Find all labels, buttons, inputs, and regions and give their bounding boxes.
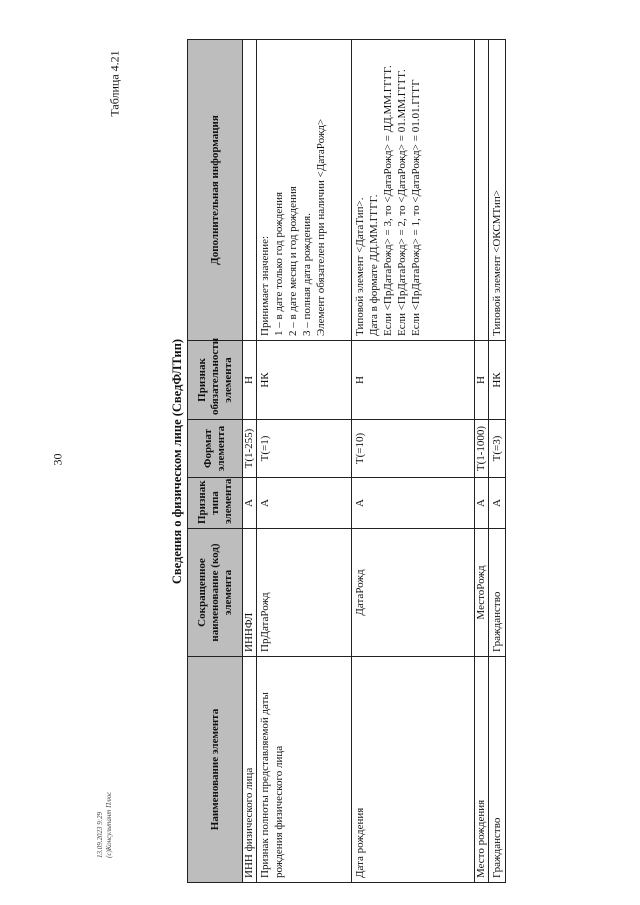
cell-info [475, 40, 489, 341]
table-row [475, 40, 489, 883]
info-line: 3 – полная дата рождения. [301, 213, 313, 336]
cell-code: ПрДатаРожд [257, 529, 352, 657]
cell-type: А [257, 478, 352, 529]
cell-format: Т(1-255) [243, 420, 257, 478]
watermark [96, 792, 114, 858]
cell-required: Н [352, 341, 475, 420]
info-line: 2 – в дате месяц и год рождения [287, 186, 299, 336]
info-line: Если <ПрДатаРожд> = 2, то <ДатаРожд> = 01.ММ.ГГГГ. [396, 69, 408, 336]
cell-format: Т(=10) [352, 420, 475, 478]
header-code: Сокращенное наименование (код) элемента [188, 529, 243, 657]
info-line: Если <ПрДатаРожд> = 1, то <ДатаРожд> = 01.01.ГГГГ [410, 79, 422, 336]
info-line: Типовой элемент <ДатаТип>. [354, 197, 366, 336]
table-row [243, 40, 257, 883]
info-line: Элемент обязателен при наличии <ДатаРожд> [315, 118, 327, 336]
cell-info [243, 40, 257, 341]
cell-info [257, 40, 352, 341]
table-caption: Сведения о физическом лице (СведФЛТип) [170, 338, 184, 585]
cell-code: ИННФЛ [243, 529, 257, 657]
watermark-date: 13.09.2023 9:29 [96, 811, 104, 858]
rotated-table-frame [168, 40, 503, 883]
table-row [257, 40, 352, 883]
table-row [352, 40, 475, 883]
cell-required: Н [475, 341, 489, 420]
cell-name: Признак полноты представляемой даты рождения физического лица [257, 657, 352, 883]
cell-type: А [352, 478, 475, 529]
header-required: Признак обязательности элемента [188, 341, 243, 420]
cell-required: Н [243, 341, 257, 420]
cell-type: А [243, 478, 257, 529]
cell-info [352, 40, 475, 341]
table-row [489, 40, 506, 883]
cell-code: ДатаРожд [352, 529, 475, 657]
element-table [187, 39, 506, 883]
cell-code: МестоРожд [475, 529, 489, 657]
cell-info: Типовой элемент <ОКСМТип> [489, 40, 506, 341]
info-line: Принимает значение: [259, 235, 271, 336]
cell-code: Гражданство [489, 529, 506, 657]
cell-format: Т(=1) [257, 420, 352, 478]
table-label: Таблица 4.21 [107, 50, 122, 117]
header-row [188, 40, 243, 883]
info-line: Если <ПрДатаРожд> = 3, то <ДатаРожд> = ДД.ММ.ГГГГ. [382, 65, 394, 336]
cell-name: Место рождения [475, 657, 489, 883]
info-line: Дата в формате ДД.ММ.ГГГГ. [368, 194, 380, 336]
header-type: Признак типа элемента [188, 478, 243, 529]
page-number: 30 [50, 453, 65, 466]
header-info: Дополнительная информация [188, 40, 243, 341]
cell-name: Дата рождения [352, 657, 475, 883]
header-format: Формат элемента [188, 420, 243, 478]
watermark-source: (c)Консультант Плюс [105, 791, 113, 858]
info-line: 1 – в дате только год рождения [273, 191, 285, 336]
cell-format: Т(1-1000) [475, 420, 489, 478]
cell-type: А [489, 478, 506, 529]
cell-type: А [475, 478, 489, 529]
header-name: Наименование элемента [188, 657, 243, 883]
cell-required: НК [489, 341, 506, 420]
cell-required: НК [257, 341, 352, 420]
cell-format: Т(=3) [489, 420, 506, 478]
cell-name: ИНН физического лица [243, 657, 257, 883]
cell-name: Гражданство [489, 657, 506, 883]
